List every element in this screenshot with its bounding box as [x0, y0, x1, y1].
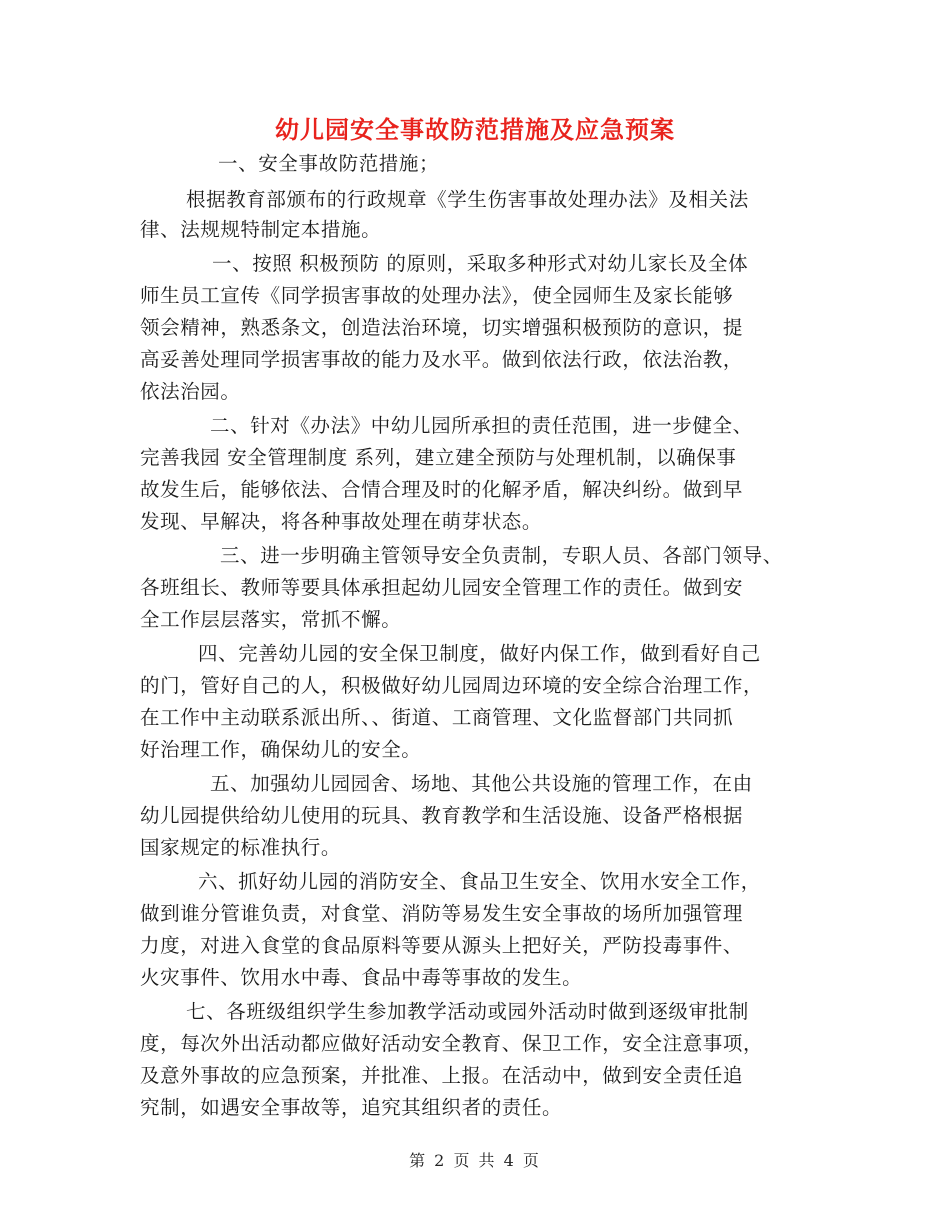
text-line: 力度，对进入食堂的食品原料等要从源头上把好关，严防投毒事件、	[140, 934, 744, 957]
text-line: 根据教育部颁布的行政规章《学生伤害事故处理办法》及相关法	[186, 188, 749, 211]
page-number-footer: 第 2 页 共 4 页	[409, 1151, 541, 1170]
text-line: 及意外事故的应急预案，并批准、上报。在活动中，做到安全责任追	[140, 1064, 744, 1087]
text-line: 度，每次外出活动都应做好活动安全教育、保卫工作，安全注意事项，	[140, 1032, 764, 1055]
text-line: 一、安全事故防范措施；	[218, 152, 440, 175]
text-line: 四、完善幼儿园的安全保卫制度，做好内保工作，做到看好自己	[198, 642, 761, 665]
text-line: 高妥善处理同学损害事故的能力及水平。做到依法行政，依法治教，	[140, 348, 744, 371]
text-line: 一、按照 积极预防 的原则，采取多种形式对幼儿家长及全体	[212, 252, 749, 275]
text-line: 五、加强幼儿园园舍、场地、其他公共设施的管理工作，在由	[210, 772, 753, 795]
text-line: 完善我园 安全管理制度 系列，建立建全预防与处理机制，以确保事	[140, 446, 737, 469]
text-line: 幼儿园提供给幼儿使用的玩具、教育教学和生活设施、设备严格根据	[140, 804, 744, 827]
text-line: 故发生后，能够依法、合情合理及时的化解矛盾，解决纠纷。做到早	[140, 478, 744, 501]
text-line: 的门，管好自己的人，积极做好幼儿园周边环境的安全综合治理工作，	[140, 674, 764, 697]
text-line: 国家规定的标准执行。	[140, 836, 342, 859]
text-line: 好治理工作，确保幼儿的安全。	[140, 738, 422, 761]
text-line: 七、各班级组织学生参加教学活动或园外活动时做到逐级审批制	[186, 1000, 749, 1023]
text-line: 二、针对《办法》中幼儿园所承担的责任范围，进一步健全、	[210, 414, 753, 437]
text-line: 做到谁分管谁负责，对食堂、消防等易发生安全事故的场所加强管理	[140, 902, 744, 925]
text-line: 究制，如遇安全事故等，追究其组织者的责任。	[140, 1096, 563, 1119]
text-line: 发现、早解决，将各种事故处理在萌芽状态。	[140, 510, 543, 533]
text-line: 依法治园。	[140, 380, 241, 403]
text-line: 各班组长、教师等要具体承担起幼儿园安全管理工作的责任。做到安	[140, 576, 744, 599]
text-line: 师生员工宣传《同学损害事故的处理办法》，使全园师生及家长能够	[140, 284, 734, 307]
text-line: 领会精神，熟悉条文，创造法治环境，切实增强积极预防的意识，提	[140, 316, 744, 339]
text-line: 三、进一步明确主管领导安全负责制，专职人员、各部门领导、	[220, 544, 783, 567]
document-title: 幼儿园安全事故防范措施及应急预案	[275, 116, 675, 144]
text-line: 全工作层层落实，常抓不懈。	[140, 608, 402, 631]
text-line: 在工作中主动联系派出所、、街道、工商管理、文化监督部门共同抓	[140, 706, 734, 729]
text-line: 火灾事件、饮用水中毒、食品中毒等事故的发生。	[140, 966, 583, 989]
text-line: 六、抓好幼儿园的消防安全、食品卫生安全、饮用水安全工作，	[198, 870, 761, 893]
text-line: 律、法规规特制定本措施。	[140, 218, 382, 241]
